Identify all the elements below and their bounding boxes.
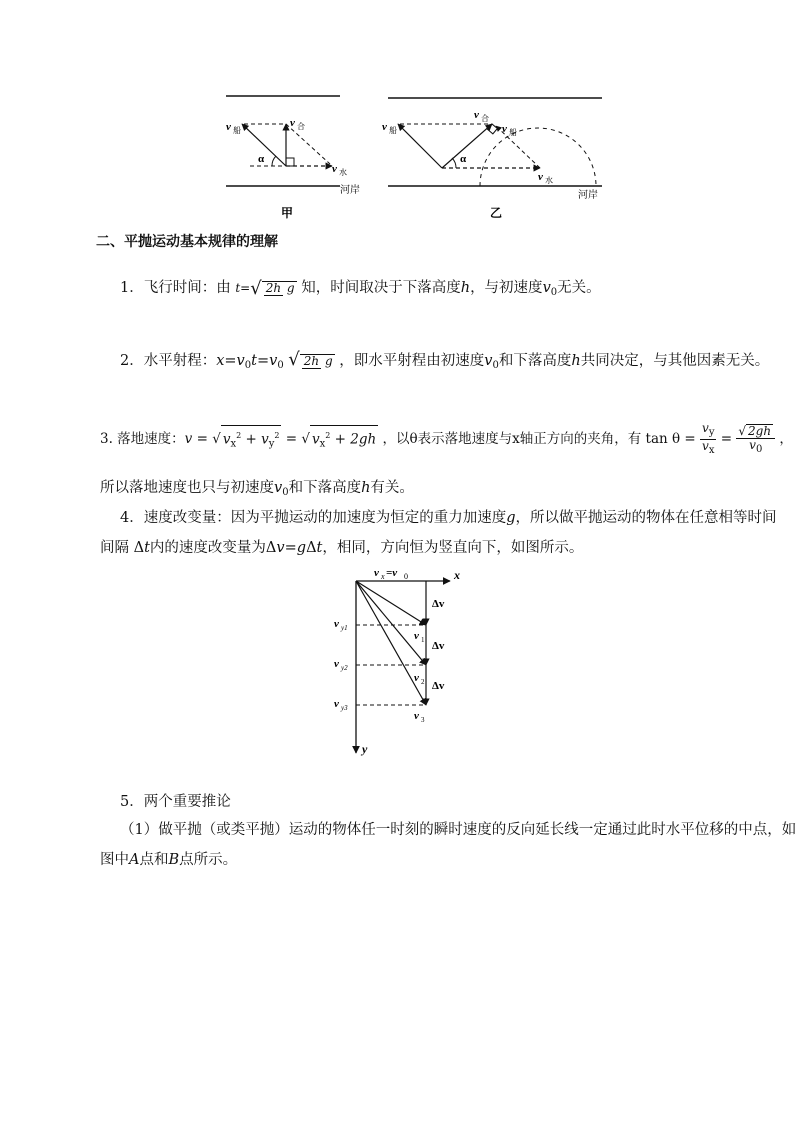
item51l2-A: A	[129, 852, 140, 868]
v2-label-sub: 2	[421, 678, 425, 686]
item-3-line2	[100, 478, 414, 503]
delta-v-label-2: Δv	[432, 640, 445, 652]
v1-arrow	[356, 581, 426, 625]
item1-t: t	[235, 280, 241, 295]
item3l2-prefix: 所以落地速度也只与初速度	[100, 480, 274, 496]
item51l2-B: B	[168, 852, 180, 868]
right-angle-mark	[488, 124, 498, 134]
label-bank: 河岸	[340, 185, 360, 196]
item2-suffix3: 共同决定，与其他因素无关。	[580, 353, 770, 369]
item2-v0-sub: 0	[492, 360, 499, 371]
item2-suffix2: 和下落高度	[498, 353, 572, 369]
item2-prefix: 2．水平射程：	[120, 353, 217, 369]
item-5-title: 5．两个重要推论	[120, 794, 231, 810]
item3-tan: tan θ =	[645, 431, 696, 447]
velocity-change-diagram	[330, 563, 480, 759]
item1-eq: =	[240, 280, 251, 295]
item-4-line1	[120, 508, 777, 528]
right-angle-mark	[286, 158, 294, 166]
item3l2-v0-sub: 0	[282, 487, 289, 498]
item4l2-prefix: 间隔 Δ	[100, 540, 145, 556]
item3-under2-sub: y	[268, 438, 275, 449]
top-label-sub: x	[381, 572, 385, 581]
v-he-arrow	[442, 124, 492, 168]
v1-label: v	[414, 630, 419, 642]
label-v-he: v	[474, 109, 479, 121]
item3-frac1-den-sub: x	[708, 445, 715, 456]
item3l2-h: h	[361, 480, 371, 496]
item1-h: h	[460, 280, 471, 296]
item3-frac2: $\frac{√ 2gh}{v_0}$	[736, 424, 775, 456]
item3-under1: v	[222, 431, 231, 447]
item3-sqrt1: $v_x^2 + v_y^2$	[221, 425, 282, 455]
item3-under3-rest: + 2gh	[334, 431, 377, 447]
label-v-chuan: v	[226, 121, 231, 133]
item3-frac2-num: 2gh	[748, 423, 772, 438]
label-v-shui: v	[332, 163, 337, 175]
item4l2-suffix: ，相同，方向恒为竖直向下，如图所示。	[322, 540, 584, 556]
label-v-he-sub: 合	[297, 122, 305, 131]
top-label-v: v	[374, 567, 379, 579]
item3l2-mid: 和下落高度	[288, 480, 362, 496]
label-v-chuan2: v	[502, 123, 507, 135]
section-title: 二、平抛运动基本规律的理解	[96, 234, 278, 250]
item51l2-mid: 点和	[139, 852, 169, 868]
item51l2-prefix: 图中	[100, 852, 129, 868]
top-label-eq: =v	[386, 567, 398, 579]
vy1-label-sub: y1	[341, 624, 348, 632]
item3-frac2-den-sub: 0	[755, 443, 763, 455]
item1-frac	[262, 281, 297, 295]
label-v-he: v	[290, 117, 295, 129]
label-v-chuan-sub: 船	[389, 126, 397, 135]
label-v-chuan: v	[382, 121, 387, 133]
vy2-label: v	[334, 658, 339, 670]
figure-yi	[380, 88, 610, 228]
item3-v-eq: v =	[184, 431, 208, 447]
item3-frac1-num-sub: y	[708, 427, 715, 438]
item3-eq3: =	[720, 431, 733, 447]
item3-sqrt2: $v_x^2 + 2gh$	[310, 425, 378, 455]
item3-frac2-den: v	[749, 437, 756, 452]
caption-yi: 乙	[490, 206, 503, 220]
item51l2-suffix: 点所示。	[179, 852, 238, 868]
item1-formula: t = √ 2h g	[235, 277, 295, 299]
delta-v-label-1: Δv	[432, 598, 445, 610]
item1-prefix: 1．飞行时间：由	[120, 280, 231, 296]
item3-mid: ，以θ表示落地速度与x轴正方向的夹角，有	[382, 431, 642, 447]
v3-label: v	[414, 710, 419, 722]
item4l2-t2: t	[316, 540, 323, 556]
item3-end: ，	[779, 431, 793, 447]
item-1	[120, 278, 601, 303]
item-2: 2．水平射程：$x=v_0t=v_0$ √ 2h g ，即水平射程由初速度$v_0$和下落高度h共同决定，与其他因素无关。	[120, 349, 770, 371]
v2-arrow	[356, 581, 426, 665]
label-v-shui-sub: 水	[545, 176, 553, 185]
item4l2-delta: Δ	[306, 540, 317, 556]
item2-formula2-sub: 0	[277, 360, 284, 371]
item-3: 3. 落地速度：v = √ $v_x^2 + v_y^2$ = √ $v_x^2 + 2gh$ ，以θ表示落地速度与x轴正方向的夹角，有 tan θ = $\frac{v_y}{v_x}$ = $\frac{√ 2gh}{v_0}$ ，	[100, 421, 793, 456]
item3l2-suffix: 有关。	[370, 480, 414, 496]
item1-suffix2: ，与初速度	[470, 280, 543, 296]
item1-num: 2h	[265, 281, 282, 295]
item1-v0-sub: 0	[550, 287, 558, 298]
item2-suffix1: ，即水平射程由初速度	[339, 353, 485, 369]
vy1-label: v	[334, 618, 339, 630]
v3-label-sub: 3	[421, 716, 425, 724]
x-axis-label: x	[454, 568, 460, 582]
item4l1-suffix: ，所以做平抛运动的物体在任意相等时间	[515, 510, 777, 526]
label-v-chuan2-sub: 船	[509, 128, 517, 137]
vy3-label-sub: y3	[341, 704, 348, 712]
item4l2-v: v	[276, 540, 285, 556]
item2-num: 2h	[303, 354, 320, 368]
item1-v0: v	[542, 280, 551, 296]
v1-label-sub: 1	[421, 636, 425, 644]
item3-frac1-den: v	[702, 439, 709, 453]
delta-v-label-3: Δv	[432, 680, 445, 692]
item3-eq2: =	[285, 431, 298, 447]
item2-den: g	[324, 354, 333, 368]
item4l2-g: g	[296, 540, 307, 556]
item3-prefix: 3. 落地速度：	[100, 431, 185, 447]
item4l1-g: g	[506, 510, 516, 526]
v-chuan-arrow	[398, 124, 442, 168]
label-bank: 河岸	[578, 190, 598, 201]
vy2-label-sub: y2	[341, 664, 348, 672]
item4l2-mid1: 内的速度改变量为Δ	[149, 540, 277, 556]
label-alpha: α	[258, 153, 265, 165]
item1-suffix3: 无关。	[557, 280, 601, 296]
item3-under2: v	[261, 431, 269, 447]
item4l2-t: t	[144, 540, 150, 556]
label-v-he-sub: 合	[481, 114, 489, 123]
vy3-label: v	[334, 698, 339, 710]
item4l1-prefix: 4．速度改变量：因为平抛运动的加速度为恒定的重力加速度	[120, 510, 507, 526]
label-v-chuan-sub: 船	[233, 126, 241, 135]
item1-suffix1: 知，时间取决于下落高度	[301, 280, 461, 296]
alpha-arc	[272, 156, 276, 166]
label-alpha: α	[460, 153, 467, 165]
alpha-arc	[452, 158, 456, 168]
label-v-shui-sub: 水	[339, 168, 347, 177]
top-label-eq-sub: 0	[404, 572, 408, 581]
item2-formula-sub: 0	[244, 360, 252, 371]
item2-formula2: t=v	[251, 353, 278, 369]
item-5-1-line1: （1）做平抛（或类平抛）运动的物体任一时刻的瞬时速度的反向延长线一定通过此时水平位移的中点，如	[120, 822, 797, 838]
item4l2-eq: =	[284, 540, 297, 556]
item-4-line2	[100, 538, 583, 558]
caption-jia: 甲	[281, 206, 294, 220]
item2-h: h	[571, 353, 581, 369]
item3-frac1-num: v	[702, 421, 709, 435]
item-5-1-line2	[100, 850, 237, 870]
item3-under1-sub: x	[230, 438, 237, 449]
item3-frac1	[700, 422, 716, 457]
label-v-shui: v	[538, 171, 543, 183]
v2-label: v	[414, 672, 419, 684]
item3-under3: v	[312, 431, 320, 447]
v3-arrow	[356, 581, 426, 705]
item2-v0: v	[484, 353, 493, 369]
item3-under3-sub: x	[319, 438, 326, 449]
y-axis-label: y	[362, 742, 368, 756]
item3-plus: +	[245, 431, 257, 447]
item2-formula: x=v	[216, 353, 245, 369]
figure-jia	[220, 88, 370, 228]
item2-frac	[300, 354, 335, 368]
item1-den: g	[286, 281, 295, 295]
item3l2-v0: v	[274, 480, 283, 496]
